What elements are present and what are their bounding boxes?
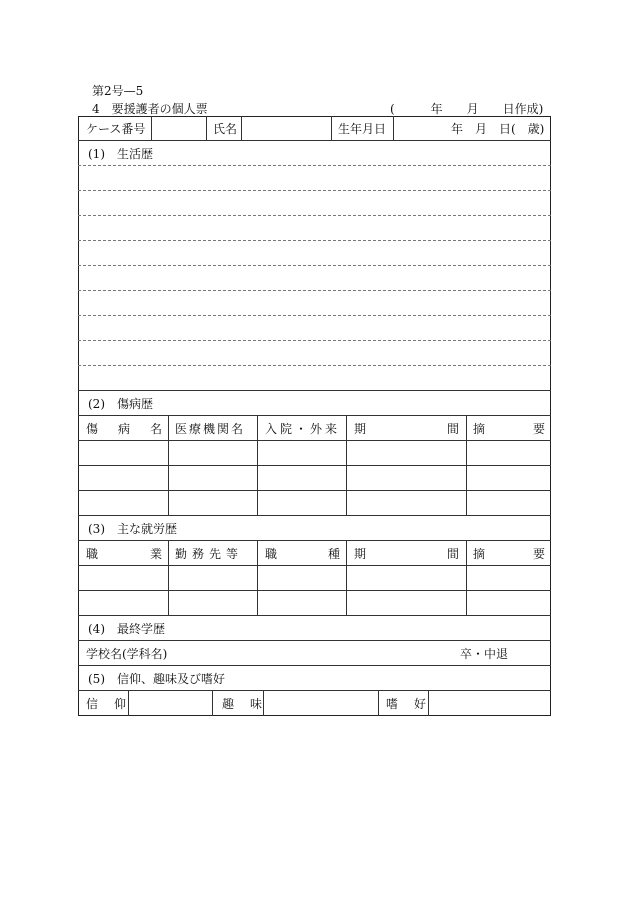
- case-number-field[interactable]: [152, 117, 206, 139]
- work-history-heading: (3) 主な就労歴: [88, 522, 177, 536]
- graduation-status[interactable]: 卒・中退: [460, 647, 509, 661]
- school-name-label: 学校名(学科名): [86, 647, 168, 661]
- divider: [331, 116, 332, 140]
- row-line: [78, 415, 551, 416]
- row-line: [78, 515, 551, 516]
- col-header-period-end: 間: [447, 547, 460, 561]
- row-line: [78, 640, 551, 641]
- hobbies-heading: (5) 信仰、趣味及び嗜好: [88, 672, 225, 686]
- col-header-inpatient-outpatient: 入院・外来: [265, 422, 341, 436]
- name-field[interactable]: [242, 117, 330, 139]
- preference-field[interactable]: [429, 691, 550, 715]
- form-number: 第2号—5: [92, 84, 144, 98]
- col-header-illness: 傷 病 名: [86, 422, 162, 436]
- work-history-rows[interactable]: [79, 566, 550, 615]
- form-title: 4 要援護者の個人票: [92, 102, 208, 116]
- hobby-label: 趣 味: [222, 697, 265, 711]
- faith-label: 信 仰: [86, 697, 129, 711]
- medical-history-heading: (2) 傷病歴: [88, 397, 153, 411]
- life-history-heading: (1) 生活歴: [88, 147, 153, 161]
- col-header-remarks-end: 要: [533, 547, 546, 561]
- hobby-field[interactable]: [264, 691, 378, 715]
- col-header-job-type-end: 種: [328, 547, 341, 561]
- row-line: [78, 665, 551, 666]
- col-header-job-type-start: 職: [265, 547, 278, 561]
- col-header-institution: 医療機関名: [175, 422, 246, 436]
- row-line: [78, 390, 551, 391]
- col-header-period-start: 期: [354, 547, 367, 561]
- col-header-remarks-start: 摘: [473, 422, 486, 436]
- col-header-remarks-start: 摘: [473, 547, 486, 561]
- divider: [393, 116, 394, 140]
- name-label: 氏名: [213, 122, 238, 136]
- life-history-field[interactable]: [79, 166, 550, 390]
- education-heading: (4) 最終学歴: [88, 622, 165, 636]
- col-header-remarks-end: 要: [533, 422, 546, 436]
- col-header-period-start: 期: [354, 422, 367, 436]
- created-date: ( 年 月 日作成): [390, 102, 544, 116]
- faith-field[interactable]: [129, 691, 212, 715]
- medical-history-rows[interactable]: [79, 441, 550, 515]
- row-line: [78, 615, 551, 616]
- preference-label: 嗜 好: [386, 697, 429, 711]
- divider: [206, 116, 207, 140]
- row-line: [78, 140, 551, 141]
- divider: [378, 690, 379, 716]
- birthdate-value[interactable]: 年 月 日( 歳): [451, 122, 545, 136]
- col-header-occupation: 職 業: [86, 547, 162, 561]
- case-number-label: ケース番号: [86, 122, 146, 136]
- divider: [212, 690, 213, 716]
- row-line: [78, 540, 551, 541]
- col-header-employer: 勤務先等: [175, 547, 244, 561]
- birthdate-label: 生年月日: [338, 122, 387, 136]
- col-header-period-end: 間: [447, 422, 460, 436]
